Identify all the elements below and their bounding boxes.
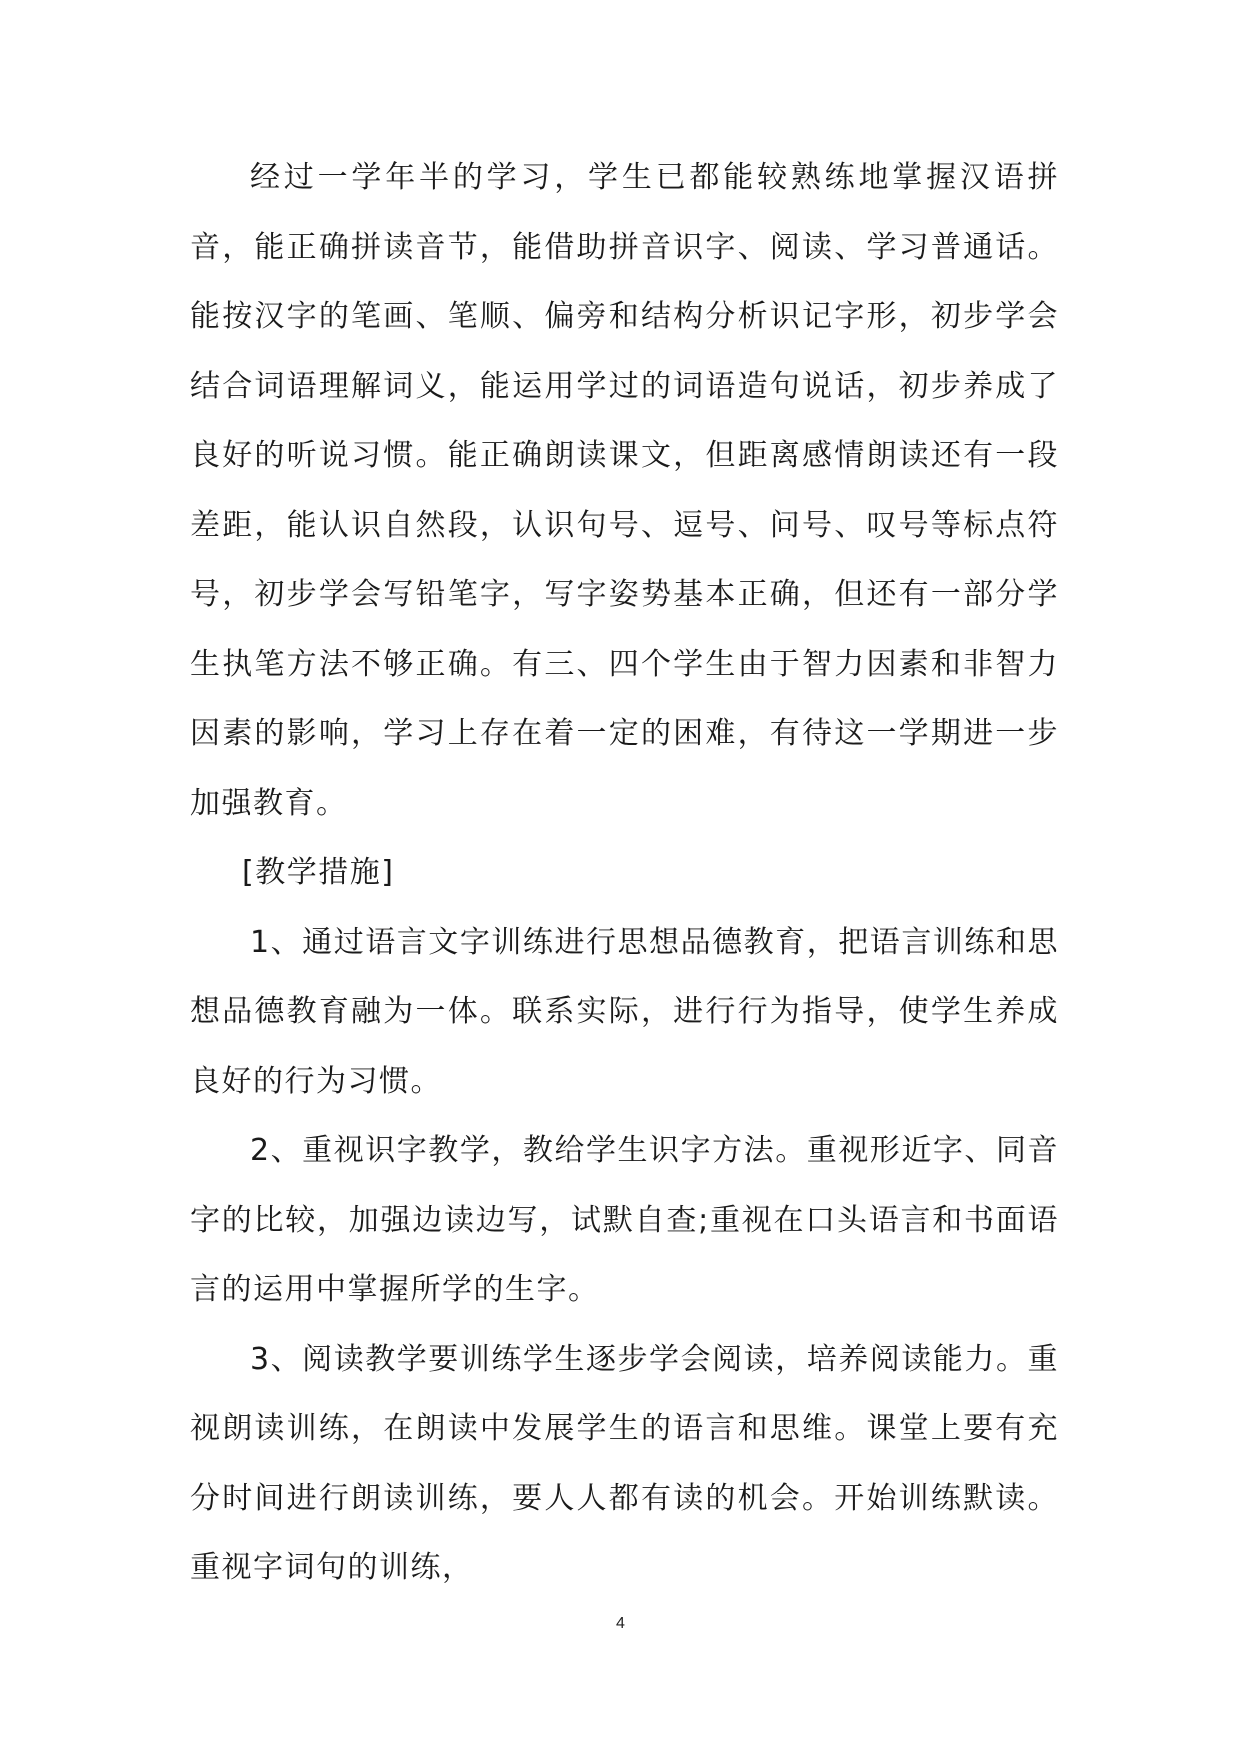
document-body (190, 143, 1059, 1603)
paragraph-measure-2: 2、重视识字教学，教给学生识字方法。重视形近字、同音字的比较，加强边读边写，试默自查;重视在口头语言和书面语言的运用中掌握所学的生字。 (190, 1133, 1059, 1307)
paragraph-measure-1: 1、通过语言文字训练进行思想品德教育，把语言训练和思想品德教育融为一体。联系实际，进行行为指导，使学生养成良好的行为习惯。 (190, 924, 1059, 1099)
page-number: 4 (616, 1615, 625, 1632)
section-heading-teaching-measures: [教学措施] (242, 855, 395, 890)
paragraph-measure-3: 3、阅读教学要训练学生逐步学会阅读，培养阅读能力。重视朗读训练，在朗读中发展学生的语言和思维。课堂上要有充分时间进行朗读训练，要人人都有读的机会。开始训练默读。重视字词句的训练， (190, 1341, 1059, 1585)
paragraph-student-situation: 经过一学年半的学习，学生已都能较熟练地掌握汉语拼音，能正确拼读音节，能借助拼音识字、阅读、学习普通话。能按汉字的笔画、笔顺、偏旁和结构分析识记字形，初步学会结合词语理解词义，能运用学过的词语造句说话，初步养成了良好的听说习惯。能正确朗读课文，但距离感情朗读还有一段差距，能认识自然段，认识句号、逗号、问号、叹号等标点符号，初步学会写铅笔字，写字姿势基本正确，但还有一部分学生执笔方法不够正确。有三、四个学生由于智力因素和非智力因素的影响，学习上存在着一定的困难，有待这一学期进一步加强教育。 (190, 160, 1059, 821)
